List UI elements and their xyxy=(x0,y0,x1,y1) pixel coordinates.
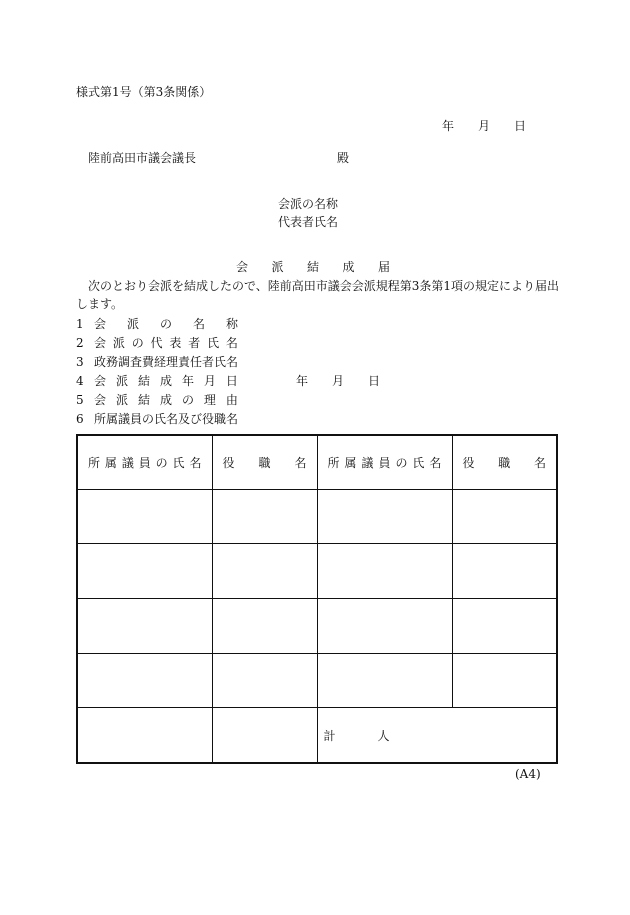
item-number: 3 xyxy=(76,355,84,369)
table-row xyxy=(77,544,557,599)
item-char: 会 xyxy=(94,336,107,350)
date-month: 月 xyxy=(477,119,490,133)
position-cell[interactable] xyxy=(452,653,557,708)
formation-date-day: 日 xyxy=(367,374,380,388)
paper-size: (A4) xyxy=(515,767,541,781)
item-char: 結 xyxy=(137,393,150,407)
formation-date-month: 月 xyxy=(331,374,344,388)
item-char: 会 xyxy=(94,317,107,331)
item-char: 者 xyxy=(188,336,201,350)
total-cell[interactable] xyxy=(317,708,557,763)
position-cell[interactable] xyxy=(452,544,557,599)
item-char: 理 xyxy=(203,393,216,407)
table-row xyxy=(77,489,557,544)
item-char: 名 xyxy=(225,336,238,350)
position-header: 役 職 名 xyxy=(212,435,317,489)
item-formation-reason xyxy=(94,392,238,408)
formation-date-year: 年 xyxy=(296,374,309,388)
document-title xyxy=(236,259,390,275)
member-name-cell[interactable] xyxy=(317,544,452,599)
item-faction-name xyxy=(94,316,238,332)
item-char: 由 xyxy=(225,393,238,407)
table-header-row xyxy=(77,435,557,489)
member-name-cell[interactable] xyxy=(77,489,212,544)
date-day: 日 xyxy=(513,119,526,133)
submission-date xyxy=(442,118,526,134)
member-name-cell[interactable] xyxy=(77,653,212,708)
member-table xyxy=(76,434,558,764)
item-char: 表 xyxy=(169,336,182,350)
item-member-list: 所属議員の氏名及び役職名 xyxy=(94,412,239,426)
item-number: 6 xyxy=(76,412,84,426)
item-number: 5 xyxy=(76,393,84,407)
item-char: 氏 xyxy=(207,336,220,350)
member-name-cell[interactable] xyxy=(77,708,212,763)
table-row xyxy=(77,598,557,653)
item-formation-date xyxy=(94,373,238,389)
total-unit: 人 xyxy=(377,728,390,743)
addressee-honorific: 殿 xyxy=(337,151,350,165)
title-char: 届 xyxy=(377,260,390,274)
member-name-cell[interactable] xyxy=(77,544,212,599)
item-char: 月 xyxy=(203,374,216,388)
title-char: 成 xyxy=(342,260,355,274)
form-number: 様式第1号（第3条関係） xyxy=(76,85,212,99)
formation-date-fields xyxy=(296,373,380,389)
member-name-cell[interactable] xyxy=(317,598,452,653)
item-char: 日 xyxy=(225,374,238,388)
title-char: 会 xyxy=(236,260,249,274)
item-number: 4 xyxy=(76,374,84,388)
item-char: 会 xyxy=(94,374,107,388)
member-name-cell[interactable] xyxy=(77,598,212,653)
item-char: 会 xyxy=(94,393,107,407)
item-char: 成 xyxy=(159,393,172,407)
item-char: 派 xyxy=(115,374,128,388)
item-char: の xyxy=(181,393,194,407)
position-cell[interactable] xyxy=(452,489,557,544)
item-representative-name xyxy=(94,335,238,351)
item-char: の xyxy=(131,336,144,350)
item-number: 2 xyxy=(76,336,84,350)
member-name-cell[interactable] xyxy=(317,489,452,544)
item-number: 1 xyxy=(76,317,84,331)
item-char: の xyxy=(159,317,172,331)
body-line-2: します。 xyxy=(76,297,124,311)
faction-name-label: 会派の名称 xyxy=(278,197,339,211)
member-name-header: 所 属 議 員 の 氏 名 xyxy=(317,435,452,489)
item-char: 称 xyxy=(225,317,238,331)
total-label: 計 xyxy=(323,728,336,743)
item-char: 派 xyxy=(126,317,139,331)
table-row xyxy=(77,708,557,763)
addressee-name: 陸前高田市議会議長 xyxy=(88,151,197,165)
table-row xyxy=(77,653,557,708)
item-char: 代 xyxy=(150,336,163,350)
position-cell[interactable] xyxy=(212,653,317,708)
item-char: 年 xyxy=(181,374,194,388)
member-name-header: 所 属 議 員 の 氏 名 xyxy=(77,435,212,489)
position-cell[interactable] xyxy=(212,708,317,763)
item-char: 成 xyxy=(159,374,172,388)
position-cell[interactable] xyxy=(212,598,317,653)
representative-label: 代表者氏名 xyxy=(278,215,339,229)
item-char: 派 xyxy=(112,336,125,350)
item-char: 派 xyxy=(115,393,128,407)
item-char: 結 xyxy=(137,374,150,388)
title-char: 派 xyxy=(271,260,284,274)
position-header: 役 職 名 xyxy=(452,435,557,489)
title-char: 結 xyxy=(306,260,319,274)
body-line-1: 次のとおり会派を結成したので、陸前高田市議会会派規程第3条第1項の規定により届出 xyxy=(88,279,560,293)
position-cell[interactable] xyxy=(212,489,317,544)
position-cell[interactable] xyxy=(452,598,557,653)
item-accounting-officer: 政務調査費経理責任者氏名 xyxy=(94,355,239,369)
member-name-cell[interactable] xyxy=(317,653,452,708)
item-char: 名 xyxy=(192,317,205,331)
position-cell[interactable] xyxy=(212,544,317,599)
date-year: 年 xyxy=(442,119,455,133)
